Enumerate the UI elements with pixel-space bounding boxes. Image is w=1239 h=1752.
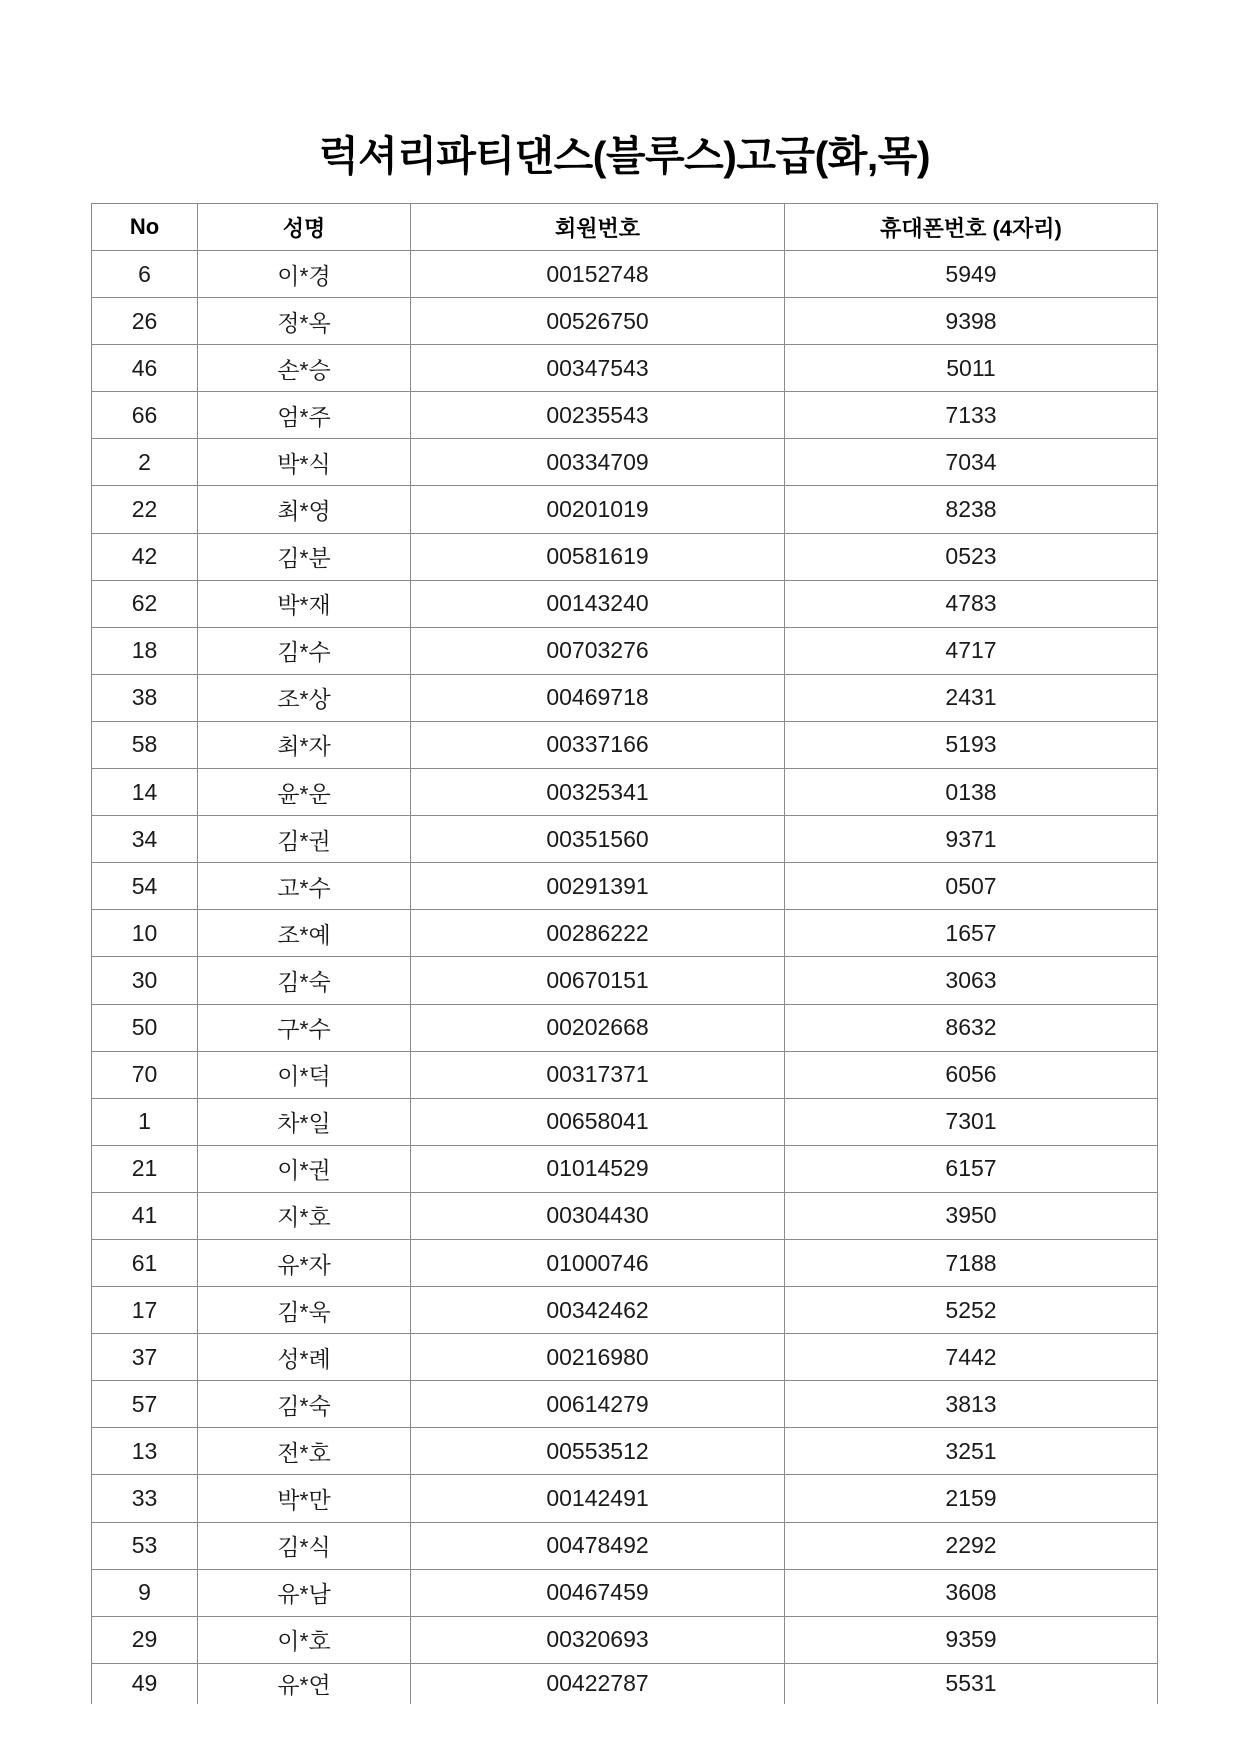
cell-name: 지*호 (198, 1193, 411, 1239)
cell-no: 41 (92, 1193, 198, 1239)
cell-phone: 2292 (945, 1532, 997, 1559)
table-row (92, 392, 1157, 439)
cell-name: 박*만 (198, 1475, 411, 1521)
table-row (92, 1475, 1157, 1522)
cell-member-id: 00317371 (411, 1052, 785, 1098)
cell-no: 10 (92, 910, 198, 956)
cell-phone: 4783 (945, 590, 997, 617)
cell-no: 54 (92, 863, 198, 909)
header-member-id: 회원번호 (411, 204, 785, 250)
cell-phone: 5011 (946, 354, 996, 381)
cell-no: 2 (92, 439, 198, 485)
cell-name: 조*예 (198, 910, 411, 956)
cell-no: 58 (92, 722, 198, 768)
cell-member-id: 00526750 (411, 298, 785, 344)
cell-phone: 7034 (945, 448, 997, 475)
cell-member-id: 00304430 (411, 1193, 785, 1239)
cell-name: 유*자 (198, 1240, 411, 1286)
cell-phone: 3251 (945, 1437, 997, 1464)
cell-name: 김*수 (198, 628, 411, 674)
cell-no: 17 (92, 1287, 198, 1333)
cell-member-id: 00143240 (411, 581, 785, 627)
table-row (92, 1052, 1157, 1099)
cell-no: 26 (92, 298, 198, 344)
cell-member-id: 00152748 (411, 251, 785, 297)
cell-member-id: 00703276 (411, 628, 785, 674)
table-row (92, 1381, 1157, 1428)
cell-no: 70 (92, 1052, 198, 1098)
table-row (92, 1193, 1157, 1240)
cell-name: 유*남 (198, 1570, 411, 1616)
cell-no: 34 (92, 816, 198, 862)
cell-phone: 7301 (945, 1108, 997, 1135)
member-table (91, 203, 1158, 1704)
cell-name: 이*권 (198, 1146, 411, 1192)
cell-name: 조*상 (198, 675, 411, 721)
cell-name: 이*덕 (198, 1052, 411, 1098)
cell-name: 성*례 (198, 1334, 411, 1380)
cell-no: 46 (92, 345, 198, 391)
cell-name: 김*식 (198, 1523, 411, 1569)
table-row (92, 439, 1157, 486)
cell-phone: 7442 (945, 1343, 997, 1370)
cell-no: 33 (92, 1475, 198, 1521)
cell-no: 9 (92, 1570, 198, 1616)
table-row (92, 251, 1157, 298)
cell-name: 유*연 (198, 1664, 411, 1704)
cell-phone: 5531 (945, 1670, 997, 1697)
cell-member-id: 00478492 (411, 1523, 785, 1569)
cell-name: 김*분 (198, 534, 411, 580)
header-no: No (92, 204, 198, 250)
cell-no: 22 (92, 486, 198, 532)
cell-no: 37 (92, 1334, 198, 1380)
table-row (92, 957, 1157, 1004)
table-row (92, 910, 1157, 957)
header-phone: 휴대폰번호 (4자리) (880, 215, 1062, 241)
table-row (92, 1664, 1157, 1704)
header-name: 성명 (198, 204, 411, 250)
cell-name: 이*경 (198, 251, 411, 297)
table-row (92, 816, 1157, 863)
cell-no: 50 (92, 1005, 198, 1051)
cell-name: 김*권 (198, 816, 411, 862)
cell-no: 66 (92, 392, 198, 438)
cell-no: 62 (92, 581, 198, 627)
cell-phone: 6056 (945, 1061, 997, 1088)
table-row (92, 675, 1157, 722)
table-row (92, 1570, 1157, 1617)
cell-phone: 2431 (945, 684, 997, 711)
cell-name: 박*재 (198, 581, 411, 627)
cell-no: 30 (92, 957, 198, 1003)
cell-name: 고*수 (198, 863, 411, 909)
cell-no: 29 (92, 1617, 198, 1663)
cell-member-id: 00216980 (411, 1334, 785, 1380)
table-row (92, 581, 1157, 628)
table-row (92, 486, 1157, 533)
cell-phone: 8632 (945, 1014, 997, 1041)
table-row (92, 628, 1157, 675)
cell-phone: 4717 (945, 637, 997, 664)
cell-name: 전*호 (198, 1428, 411, 1474)
cell-name: 정*옥 (198, 298, 411, 344)
cell-name: 이*호 (198, 1617, 411, 1663)
table-header-row (92, 204, 1157, 251)
cell-member-id: 00142491 (411, 1475, 785, 1521)
table-row (92, 345, 1157, 392)
cell-member-id: 00658041 (411, 1099, 785, 1145)
table-row (92, 1428, 1157, 1475)
cell-no: 49 (92, 1664, 198, 1704)
table-row (92, 1005, 1157, 1052)
cell-no: 13 (92, 1428, 198, 1474)
page-title: 럭셔리파티댄스(블루스)고급(화,목) (319, 133, 930, 179)
cell-member-id: 00320693 (411, 1617, 785, 1663)
cell-name: 윤*운 (198, 769, 411, 815)
cell-name: 손*승 (198, 345, 411, 391)
cell-phone: 5193 (945, 731, 997, 758)
cell-member-id: 00351560 (411, 816, 785, 862)
cell-name: 차*일 (198, 1099, 411, 1145)
cell-member-id: 00342462 (411, 1287, 785, 1333)
table-row (92, 863, 1157, 910)
cell-name: 엄*주 (198, 392, 411, 438)
cell-member-id: 00201019 (411, 486, 785, 532)
cell-name: 최*자 (198, 722, 411, 768)
cell-phone: 2159 (945, 1484, 997, 1511)
cell-member-id: 00614279 (411, 1381, 785, 1427)
cell-name: 구*수 (198, 1005, 411, 1051)
cell-phone: 9371 (945, 825, 997, 852)
cell-name: 김*숙 (198, 957, 411, 1003)
cell-no: 61 (92, 1240, 198, 1286)
cell-member-id: 00286222 (411, 910, 785, 956)
cell-member-id: 01000746 (411, 1240, 785, 1286)
table-row (92, 722, 1157, 769)
cell-phone: 0138 (945, 778, 997, 805)
table-row (92, 1287, 1157, 1334)
table-row (92, 1523, 1157, 1570)
cell-phone: 5949 (945, 260, 997, 287)
cell-phone: 7188 (945, 1249, 997, 1276)
cell-member-id: 00235543 (411, 392, 785, 438)
table-row (92, 1334, 1157, 1381)
cell-phone: 0523 (945, 543, 997, 570)
cell-phone: 7133 (945, 401, 997, 428)
cell-member-id: 00670151 (411, 957, 785, 1003)
cell-no: 21 (92, 1146, 198, 1192)
cell-member-id: 00337166 (411, 722, 785, 768)
cell-no: 42 (92, 534, 198, 580)
cell-member-id: 00347543 (411, 345, 785, 391)
cell-phone: 9398 (945, 307, 997, 334)
cell-phone: 6157 (945, 1155, 997, 1182)
cell-no: 1 (92, 1099, 198, 1145)
table-row (92, 1240, 1157, 1287)
cell-name: 박*식 (198, 439, 411, 485)
cell-member-id: 00334709 (411, 439, 785, 485)
cell-phone: 9359 (945, 1626, 997, 1653)
cell-phone: 3813 (945, 1390, 997, 1417)
cell-no: 57 (92, 1381, 198, 1427)
cell-member-id: 00291391 (411, 863, 785, 909)
cell-no: 38 (92, 675, 198, 721)
table-row (92, 769, 1157, 816)
cell-phone: 5252 (945, 1296, 997, 1323)
cell-no: 14 (92, 769, 198, 815)
cell-no: 6 (92, 251, 198, 297)
cell-member-id: 00422787 (411, 1664, 785, 1704)
cell-phone: 8238 (945, 496, 997, 523)
table-row (92, 1146, 1157, 1193)
cell-member-id: 00469718 (411, 675, 785, 721)
table-row (92, 298, 1157, 345)
cell-member-id: 00553512 (411, 1428, 785, 1474)
table-row (92, 1099, 1157, 1146)
cell-member-id: 01014529 (411, 1146, 785, 1192)
cell-member-id: 00325341 (411, 769, 785, 815)
table-row (92, 534, 1157, 581)
cell-phone: 3063 (945, 966, 997, 993)
cell-member-id: 00202668 (411, 1005, 785, 1051)
cell-phone: 3608 (945, 1579, 997, 1606)
table-row (92, 1617, 1157, 1664)
cell-member-id: 00581619 (411, 534, 785, 580)
cell-name: 김*숙 (198, 1381, 411, 1427)
cell-member-id: 00467459 (411, 1570, 785, 1616)
cell-name: 김*욱 (198, 1287, 411, 1333)
cell-name: 최*영 (198, 486, 411, 532)
cell-phone: 0507 (945, 872, 997, 899)
cell-no: 53 (92, 1523, 198, 1569)
cell-no: 18 (92, 628, 198, 674)
cell-phone: 3950 (945, 1202, 997, 1229)
cell-phone: 1657 (945, 919, 997, 946)
